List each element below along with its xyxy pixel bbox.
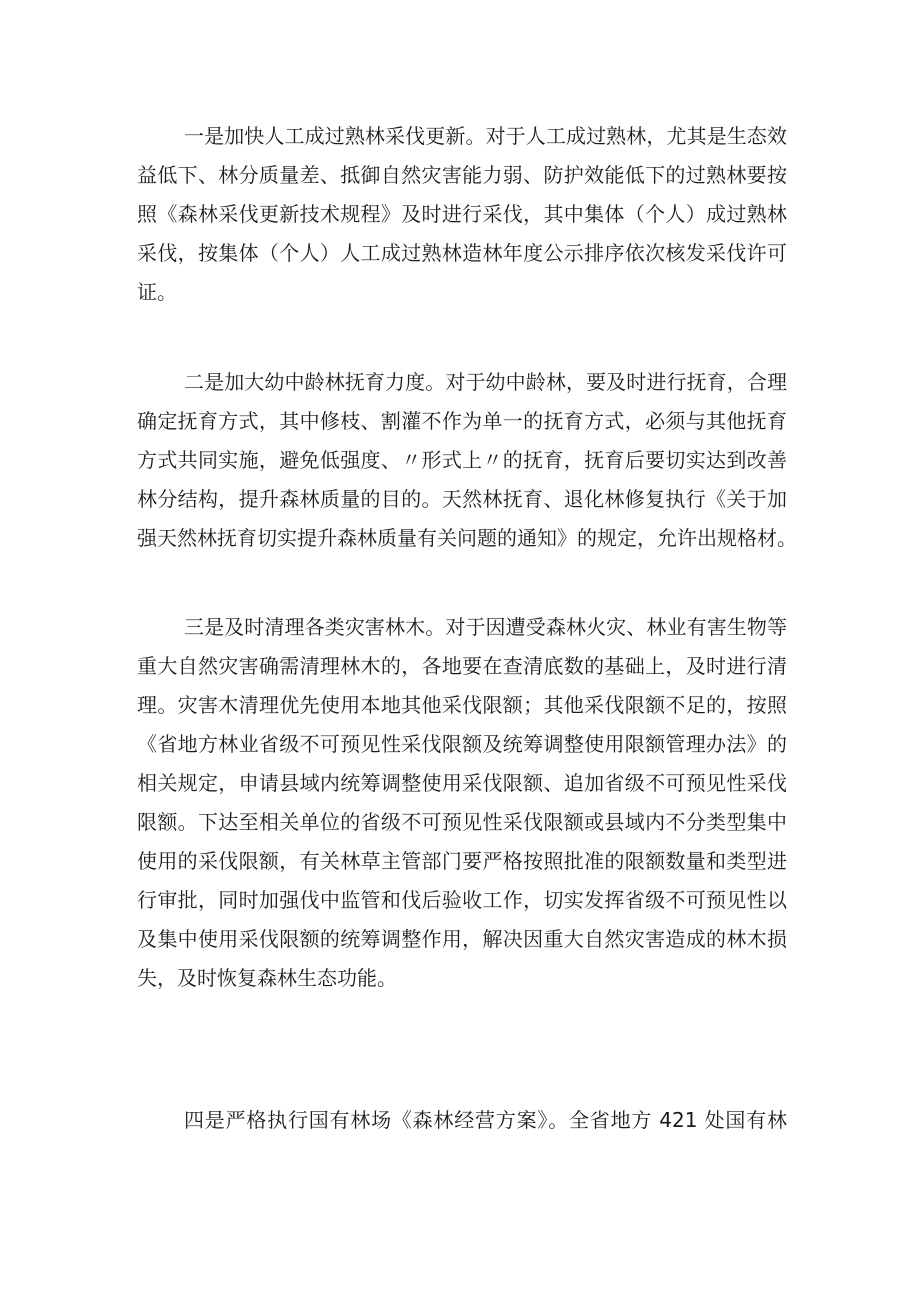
paragraph-line: 使用的采伐限额，有关林草主管部门要严格按照批准的限额数量和类型进 (137, 849, 787, 873)
paragraph-line: 理。灾害木清理优先使用本地其他采伐限额；其他采伐限额不足的，按照 (137, 693, 787, 717)
paragraph-3 (137, 608, 787, 998)
paragraph-line: 行审批，同时加强伐中监管和伐后验收工作，切实发挥省级不可预见性以 (137, 888, 787, 912)
paragraph-line: 《省地方林业省级不可预见性采伐限额及统筹调整使用限额管理办法》的 (137, 732, 787, 756)
paragraph-2 (137, 363, 797, 558)
paragraph-line: 强天然林抚育切实提升森林质量有关问题的通知》的规定，允许出规格材。 (137, 526, 797, 550)
paragraph-line: 重大自然灾害确需清理林木的，各地要在查清底数的基础上，及时进行清 (137, 654, 787, 678)
paragraph-line: 证。 (137, 280, 177, 304)
paragraph-1 (137, 117, 787, 312)
paragraph-line: 相关规定，申请县域内统筹调整使用采伐限额、追加省级不可预见性采伐 (137, 771, 787, 795)
paragraph-line: 采伐，按集体（个人）人工成过熟林造林年度公示排序依次核发采伐许可 (137, 241, 787, 265)
paragraph-line: 及集中使用采伐限额的统筹调整作用，解决因重大自然灾害造成的林木损 (137, 927, 787, 951)
paragraph-line: 失，及时恢复森林生态功能。 (137, 966, 397, 990)
paragraph-line: 照《森林采伐更新技术规程》及时进行采伐，其中集体（个人）成过熟林 (137, 202, 787, 226)
paragraph-line: 限额。下达至相关单位的省级不可预见性采伐限额或县域内不分类型集中 (137, 810, 787, 834)
paragraph-line: 方式共同实施，避免低强度、〃形式上〃的抚育，抚育后要切实达到改善 (137, 448, 787, 472)
paragraph-4 (137, 1101, 787, 1140)
paragraph-line: 二是加大幼中龄林抚育力度。对于幼中龄林，要及时进行抚育，合理 (184, 370, 787, 394)
paragraph-line: 一是加快人工成过熟林采伐更新。对于人工成过熟林，尤其是生态效 (184, 124, 787, 148)
paragraph-line: 林分结构，提升森林质量的目的。天然林抚育、退化林修复执行《关于加 (137, 487, 787, 511)
paragraph-line: 四是严格执行国有林场《森林经营方案》。全省地方 421 处国有林 (184, 1108, 787, 1132)
paragraph-line: 三是及时清理各类灾害林木。对于因遭受森林火灾、林业有害生物等 (184, 615, 787, 639)
paragraph-line: 确定抚育方式，其中修枝、割灌不作为单一的抚育方式，必须与其他抚育 (137, 409, 787, 433)
paragraph-line: 益低下、林分质量差、抵御自然灾害能力弱、防护效能低下的过熟林要按 (137, 163, 787, 187)
